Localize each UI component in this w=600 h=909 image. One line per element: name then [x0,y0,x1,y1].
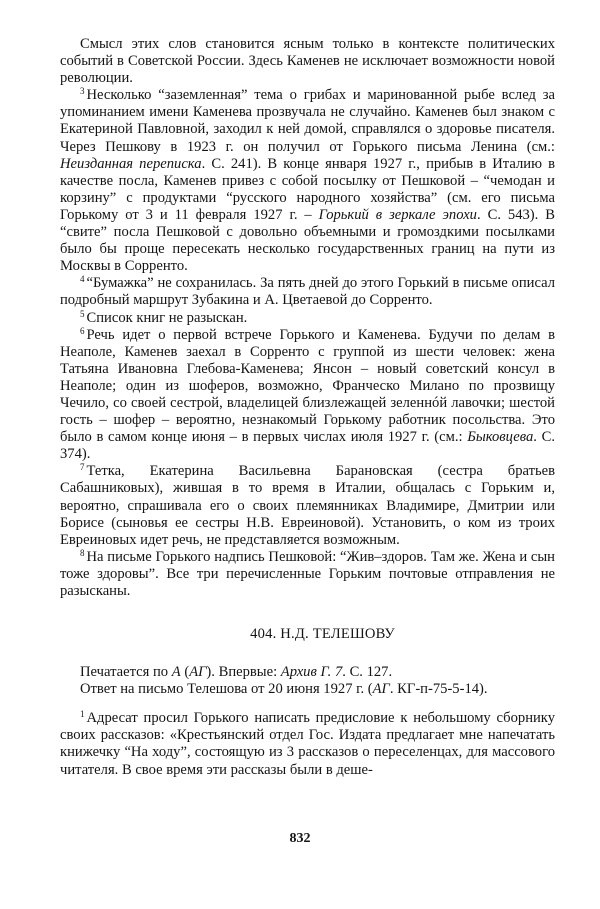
footnote-paragraph [60,36,555,87]
text-run: . КГ-п-75-5-14). [389,681,488,698]
footnote-number: 1 [80,709,85,720]
text-run: Тетка, Екатерина Васильевна Барановская (сестра братьев Сабашниковых), жившая в то время в Италии, общалась с Горьким и, вероятно, спрашивала его о своих племянниках Владимире, Дмитрии или Борисе (сыновья ее сестры Н.В. Евреиновой). Установить, о ком из троих Евреиновых идет речь, не представляется возможным. [60,463,555,548]
text-run: Смысл этих слов становится ясным только в контексте политических событий в Советской России. Здесь Каменев не исключает возможности новой революции. [60,36,555,87]
source-info [60,664,555,698]
commentary-note-after-heading [60,710,555,778]
text-run: . С. 543). В “свите” посла Пешковой с довольно объемными и громоздкими посылками было бы проще пересекать несколько государственных границ на пути из Москвы в Сорренто. [60,206,555,275]
text-run: . С. 127. [342,664,393,681]
footnote-number: 7 [80,462,85,473]
italic-citation: Горький в зеркале эпохи [318,206,477,223]
italic-citation: А [171,664,181,681]
italic-citation: АГ [189,664,207,681]
footnote-paragraph [60,275,555,309]
footnote-paragraph [60,463,555,548]
document-page [60,36,555,779]
footnote-paragraph [60,710,555,778]
page-number: 832 [289,831,311,846]
footnote-number: 4 [80,274,85,285]
text-run: Несколько “заземленная” тема о грибах и маринованной рыбе вслед за упоминанием имени Каменева прозвучала не случайно. Каменев был знаком с Екатериной Павловной, заходил к ней домой, справлялся о здоровье писателя. Через Пешкову в 1923 г. он получил от Горького письма Ленина (см.: [60,87,555,155]
source-line [60,664,555,681]
text-run: “Бумажка” не сохранилась. За пять дней до этого Горький в письме описал подробный маршрут Зубакина и А. Цветаевой до Сорренто. [60,275,555,309]
text-run: Печатается по [80,664,172,681]
text-run: Список книг не разыскан. [86,309,248,326]
italic-citation: АГ [372,681,390,698]
italic-citation: Быковцева [467,429,534,446]
footnote-paragraph [60,549,555,600]
footnote-paragraph [60,327,555,464]
italic-citation: Архив Г. 7 [280,664,343,681]
footnote-paragraph [60,310,555,327]
commentary-notes [60,36,555,600]
text-run: Речь идет о первой встрече Горького и Каменева. Будучи по делам в Неаполе, Каменев заехал в Сорренто с группой из шести человек: жена Татьяна Ивановна Глебова-Каменева; Янсон – новый советский консул в Неаполе; один из шоферов, возможно, Франческо Милано по прозвищу Чечило, со своей сестрой, владелицей близлежащей зеленнóй лавочки; шестой гость – шофер – вероятно, незнакомый Горькому работник посольства. Это было в самом конце июня – в первых числах июля 1927 г. (см.: [60,326,555,446]
text-run: . С. 241). В конце января 1927 г., прибыв в Италию в качестве посла, Каменев привез с собой посылку от Пешковой – “чемодан и корзину” с продуктами “русского народного хозяйства” (см. его письма Горькому от 3 и 11 февраля 1927 г. – [60,155,555,223]
footnote-number: 5 [80,308,85,319]
letter-heading: 404. Н.Д. ТЕЛЕШОВУ [250,626,395,643]
italic-citation: Неизданная переписка [60,155,202,172]
text-run: . С. 374). [60,429,555,463]
text-run: ( [180,664,190,681]
footnote-number: 3 [80,86,85,97]
text-run: На письме Горького надпись Пешковой: “Жив–здоров. Там же. Жена и сын тоже здоровы”. Все три перечисленные Горьким почтовые отправления не разысканы. [60,548,555,599]
footnote-number: 6 [80,325,85,336]
source-line [60,681,555,698]
text-run: Ответ на письмо Телешова от 20 июня 1927 г. ( [80,681,373,698]
footnote-paragraph [60,87,555,275]
text-run: ). Впервые: [206,664,281,681]
footnote-number: 8 [80,547,85,558]
text-run: Адресат просил Горького написать предисловие к небольшому сборнику своих рассказов: «Крестьянский отдел Гос. Издата предлагает мне напечатать книжечку “На ходу”, состоящую из 3 рассказов о переселенцах, для массового читателя. В свое время эти рассказы были в деше- [60,710,555,778]
